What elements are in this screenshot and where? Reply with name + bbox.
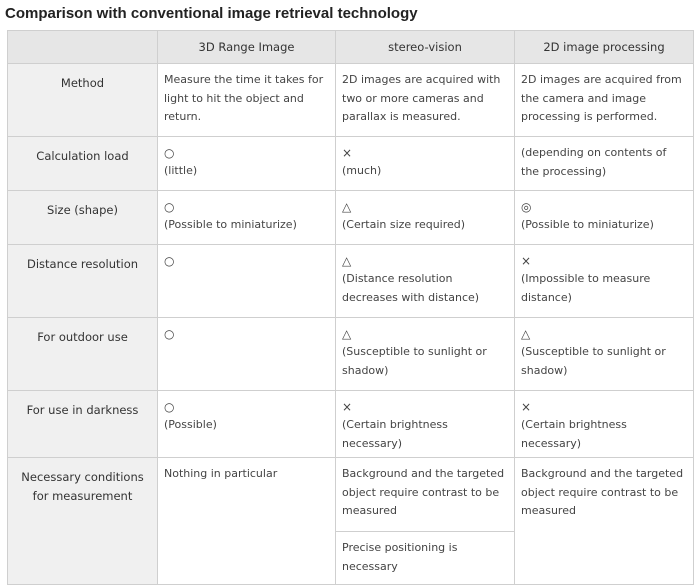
cell-text: 2D images are acquired from the camera and image processing is performed.	[521, 73, 682, 123]
cell-note: (Distance resolution decreases with distance)	[342, 272, 480, 304]
table-cell	[158, 64, 336, 137]
rating-symbol: ○	[164, 327, 175, 341]
cell-note: (Susceptible to sunlight or shadow)	[342, 345, 487, 377]
cell-note: (Impossible to measure distance)	[521, 272, 651, 304]
table-row-darkness-use	[8, 391, 694, 458]
table-row-distance-resolution	[8, 245, 694, 318]
table-cell	[336, 391, 515, 458]
table-cell	[158, 191, 336, 245]
table-cell	[158, 391, 336, 458]
table-cell	[336, 64, 515, 137]
table-row-calculation-load	[8, 137, 694, 191]
table-cell	[336, 245, 515, 318]
rating-symbol: ○	[164, 254, 175, 268]
rating-symbol: ○	[164, 400, 175, 414]
column-header-stereo-vision: stereo-vision	[336, 31, 515, 64]
table-cell	[158, 137, 336, 191]
rating-symbol: △	[342, 254, 352, 268]
cell-text: Background and the targeted object require contrast to be measured	[521, 467, 684, 517]
row-label: Necessary conditions for measurement	[8, 458, 158, 585]
cell-note: (Certain brightness necessary)	[342, 418, 448, 450]
rating-symbol: ×	[342, 400, 353, 414]
table-cell	[515, 458, 694, 585]
table-row-size	[8, 191, 694, 245]
table-row-method	[8, 64, 694, 137]
cell-text: Nothing in particular	[164, 467, 278, 480]
table-cell	[515, 137, 694, 191]
table-cell	[515, 191, 694, 245]
table-cell	[158, 245, 336, 318]
rating-symbol: ×	[521, 400, 532, 414]
comparison-table	[7, 30, 694, 585]
table-cell	[515, 391, 694, 458]
cell-text: 2D images are acquired with two or more cameras and parallax is measured.	[342, 73, 501, 123]
cell-text: Background and the targeted object require contrast to be measured	[342, 467, 505, 517]
table-cell	[515, 318, 694, 391]
row-label: Calculation load	[8, 137, 158, 191]
row-label: Size (shape)	[8, 191, 158, 245]
table-cell	[158, 318, 336, 391]
cell-note: (Certain size required)	[342, 218, 466, 231]
row-label: For outdoor use	[8, 318, 158, 391]
cell-note: (much)	[342, 164, 382, 177]
cell-text: Measure the time it takes for light to hit the object and return.	[164, 73, 324, 123]
header-row	[8, 31, 694, 64]
header-corner	[8, 31, 158, 64]
cell-note: (Possible)	[164, 418, 217, 431]
cell-text: Precise positioning is necessary	[342, 541, 458, 573]
rating-symbol: ×	[521, 254, 532, 268]
table-cell	[158, 458, 336, 585]
cell-note: (depending on contents of the processing)	[521, 146, 667, 178]
cell-note: (little)	[164, 164, 198, 177]
cell-subsection	[336, 458, 514, 531]
table-cell	[336, 191, 515, 245]
column-header-3d-range-image: 3D Range Image	[158, 31, 336, 64]
table-cell	[336, 137, 515, 191]
rating-symbol: ◎	[521, 200, 532, 214]
rating-symbol: △	[342, 327, 352, 341]
rating-symbol: ○	[164, 200, 175, 214]
page-title: Comparison with conventional image retrieval technology	[5, 5, 418, 22]
cell-note: (Certain brightness necessary)	[521, 418, 627, 450]
table-cell	[336, 318, 515, 391]
cell-note: (Susceptible to sunlight or shadow)	[521, 345, 666, 377]
cell-note: (Possible to miniaturize)	[521, 218, 654, 231]
row-label: Method	[8, 64, 158, 137]
table-cell	[515, 245, 694, 318]
rating-symbol: ○	[164, 146, 175, 160]
table-row-necessary-conditions	[8, 458, 694, 585]
row-label: Distance resolution	[8, 245, 158, 318]
rating-symbol: △	[521, 327, 531, 341]
table-cell	[515, 64, 694, 137]
row-label: For use in darkness	[8, 391, 158, 458]
table-cell	[336, 458, 515, 585]
rating-symbol: ×	[342, 146, 353, 160]
table-row-outdoor-use	[8, 318, 694, 391]
column-header-2d-image-processing: 2D image processing	[515, 31, 694, 64]
cell-subsection	[336, 531, 514, 580]
cell-note: (Possible to miniaturize)	[164, 218, 297, 231]
rating-symbol: △	[342, 200, 352, 214]
